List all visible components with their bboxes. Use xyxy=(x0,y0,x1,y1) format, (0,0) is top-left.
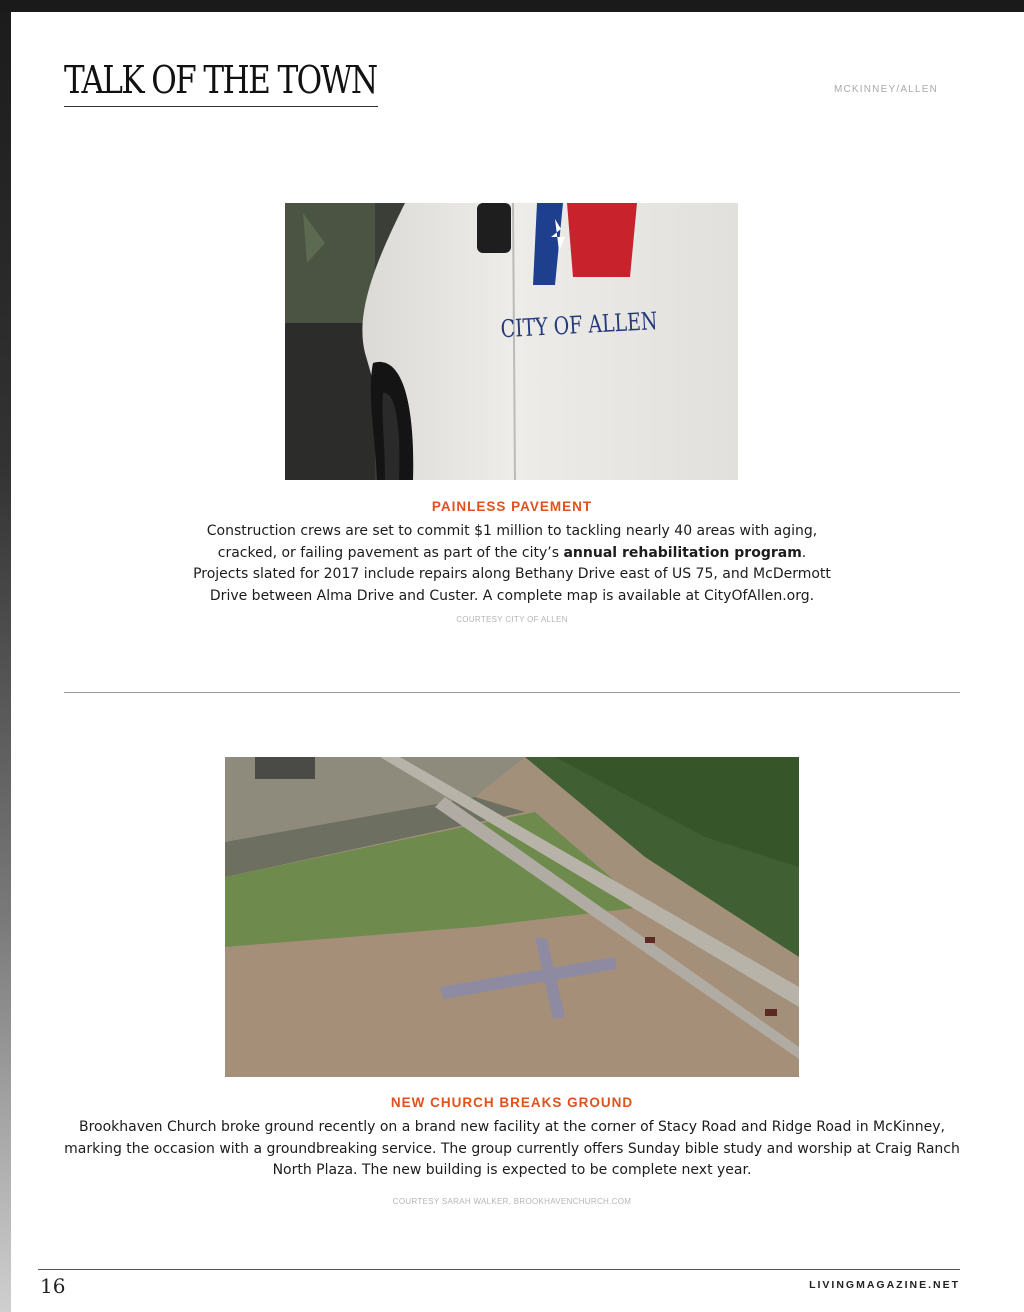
body-emphasis: annual rehabilitation program xyxy=(563,544,802,561)
title-underline xyxy=(64,106,378,107)
footer-website: LIVINGMAGAZINE.NET xyxy=(809,1279,960,1291)
story-body xyxy=(190,521,834,607)
groundbreaking-aerial-photo xyxy=(225,757,799,1077)
page-number: 16 xyxy=(40,1274,66,1298)
truck-logo-text: CITY OF ALLEN xyxy=(500,307,659,344)
page-title: TALK OF THE TOWN xyxy=(64,58,377,102)
footer-rule xyxy=(38,1269,960,1270)
story-heading: NEW CHURCH BREAKS GROUND xyxy=(390,1095,634,1110)
photo-credit: COURTESY SARAH WALKER, BROOKHAVENCHURCH.COM xyxy=(392,1197,632,1206)
body-text: Construction crews are set to commit $1 million to tackling nearly 40 areas with aging, cracked, or failing pavement as part of the city’s xyxy=(206,523,818,561)
top-edge-bar xyxy=(0,0,1024,12)
photo-credit: COURTESY CITY OF ALLEN xyxy=(456,615,568,624)
section-label: MCKINNEY/ALLEN xyxy=(833,84,938,95)
page-edge-shadow xyxy=(0,12,11,1312)
story-heading: PAINLESS PAVEMENT xyxy=(431,499,593,514)
section-divider xyxy=(64,692,960,693)
city-of-allen-truck-photo xyxy=(285,203,738,480)
body-text: . Projects slated for 2017 include repairs along Bethany Drive east of US 75, and McDermott Drive between Alma Drive and Custer. A complete map is available at CityOfAllen.org. xyxy=(193,544,831,604)
city-of-allen-logo xyxy=(533,203,637,285)
story-body: Brookhaven Church broke ground recently on a brand new facility at the corner of Stacy Road and Ridge Road in McKinney, marking the occasion with a groundbreaking service. The group currently offers Sunday bible study and worship at Craig Ranch North Plaza. The new building is expected to be complete next year. xyxy=(64,1119,960,1178)
